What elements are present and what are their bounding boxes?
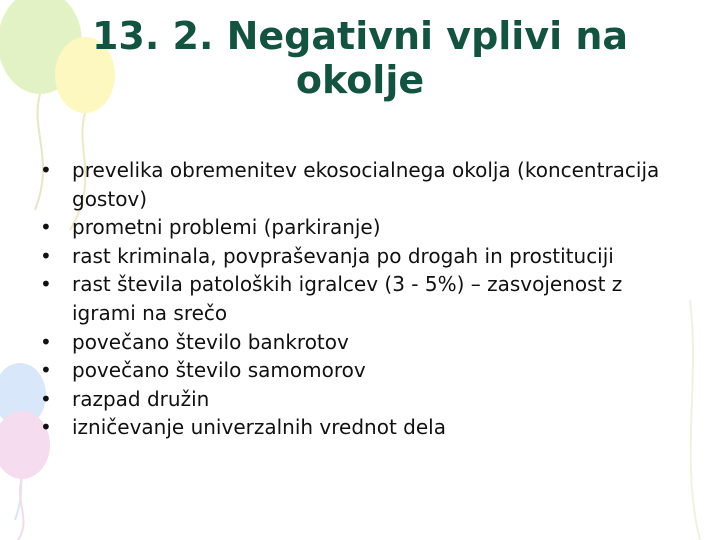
- list-item-text: razpad družin: [72, 386, 210, 411]
- list-item: [40, 213, 660, 242]
- list-item-text: povečano število bankrotov: [72, 329, 349, 354]
- slide-title-line-2: okolje: [295, 58, 425, 102]
- bullet-icon: •: [40, 215, 52, 240]
- list-item-text: rast števila patoloških igralcev (3 - 5%) – zasvojenost z igrami na srečo: [72, 272, 623, 325]
- list-item-text: povečano število samomorov: [72, 358, 366, 383]
- bullet-icon: •: [40, 329, 52, 354]
- bullet-icon: •: [40, 415, 52, 440]
- bullet-icon: •: [40, 272, 52, 297]
- slide-title: [40, 14, 680, 102]
- bullet-icon: •: [40, 243, 52, 268]
- bullet-list: [40, 156, 660, 442]
- list-item: [40, 328, 660, 357]
- list-item: [40, 270, 660, 327]
- list-item-text: izničevanje univerzalnih vrednot dela: [72, 415, 446, 440]
- list-item-text: prometni problemi (parkiranje): [72, 215, 381, 240]
- bullet-icon: •: [40, 158, 52, 182]
- bullet-icon: •: [40, 386, 52, 411]
- list-item: [40, 413, 660, 442]
- list-item: [40, 242, 660, 271]
- list-item: [40, 156, 660, 213]
- list-item-text: prevelika obremenitev ekosocialnega okolja (koncentracija gostov): [72, 158, 660, 211]
- list-item: [40, 385, 660, 414]
- slide-title-line-1: 13. 2. Negativni vplivi na: [91, 14, 629, 58]
- bullet-icon: •: [40, 358, 52, 383]
- list-item: [40, 356, 660, 385]
- list-item-text: rast kriminala, povpraševanja po drogah in prostituciji: [72, 243, 614, 268]
